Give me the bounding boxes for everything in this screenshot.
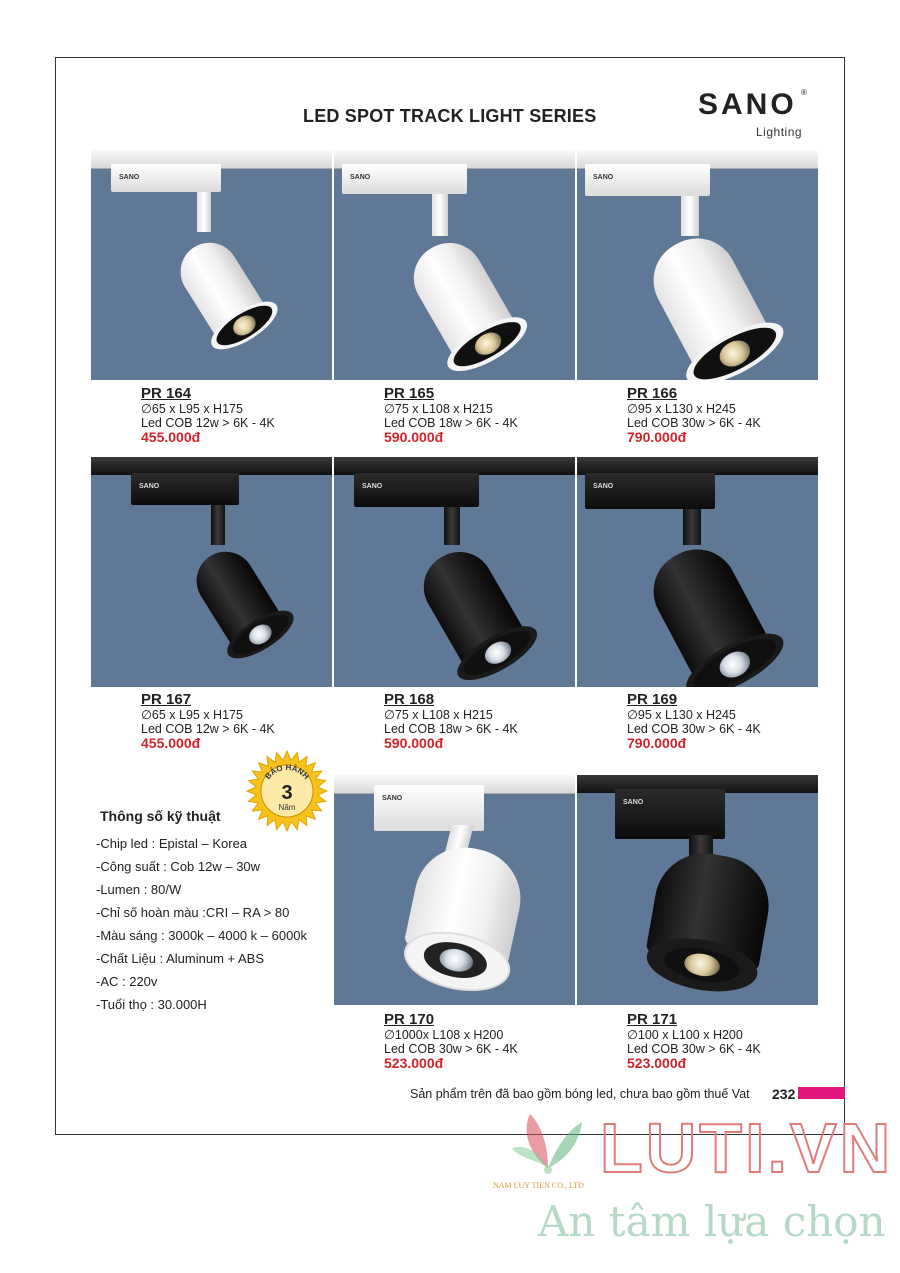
specs-title: Thông số kỹ thuật xyxy=(100,808,221,824)
product-caption-pr166 xyxy=(627,386,761,445)
product-dimensions: ∅100 x L100 x H200 xyxy=(627,1028,743,1042)
brand-logo xyxy=(698,88,818,139)
lamp-body xyxy=(389,501,575,687)
lamp-body xyxy=(615,185,818,380)
adapter-logo: SANO xyxy=(139,483,160,490)
product-caption-pr167 xyxy=(141,692,275,751)
product-caption-pr164 xyxy=(141,386,275,445)
page-number: 232 xyxy=(772,1086,796,1102)
track-adapter xyxy=(131,473,239,505)
brand-subtitle: Lighting xyxy=(756,125,803,139)
product-caption-pr165 xyxy=(384,386,518,445)
product-photo-pr165 xyxy=(334,150,575,380)
lamp-body xyxy=(635,841,789,1005)
product-model: PR 164 xyxy=(141,385,192,402)
product-photo-pr168 xyxy=(334,457,575,687)
product-dimensions: ∅65 x L95 x H175 xyxy=(141,402,243,416)
brand-name: SANO xyxy=(698,88,797,121)
spec-line: -Chỉ số hoàn màu :CRI – RA > 80 xyxy=(96,905,290,920)
product-price: 455.000đ xyxy=(141,735,201,751)
lamp-body xyxy=(149,195,323,366)
product-model: PR 165 xyxy=(384,385,435,402)
adapter-logo: SANO xyxy=(382,795,403,802)
product-price: 590.000đ xyxy=(384,735,444,751)
track-adapter xyxy=(585,164,710,196)
spec-line: -Công suất : Cob 12w – 30w xyxy=(96,859,261,874)
product-dimensions: ∅65 x L95 x H175 xyxy=(141,708,243,722)
technical-specs xyxy=(96,808,307,1016)
product-model: PR 167 xyxy=(141,691,192,708)
product-photo-pr167 xyxy=(91,457,332,687)
product-model: PR 171 xyxy=(627,1011,678,1028)
warranty-years: 3 xyxy=(281,782,293,804)
adapter-logo: SANO xyxy=(593,483,614,490)
page-accent-bar xyxy=(798,1087,845,1099)
product-photo-pr164 xyxy=(91,150,332,380)
warranty-unit: Năm xyxy=(278,803,296,812)
registered-mark: ® xyxy=(801,88,807,97)
product-price: 590.000đ xyxy=(384,429,444,445)
product-caption-pr168 xyxy=(384,692,518,751)
spec-line: -Chất Liệu : Aluminum + ABS xyxy=(96,951,265,966)
product-dimensions: ∅95 x L130 x H245 xyxy=(627,402,736,416)
track-adapter xyxy=(342,164,467,194)
spec-line: -Tuổi thọ : 30.000H xyxy=(96,997,207,1012)
spec-line: -AC : 220v xyxy=(96,974,158,989)
product-photo-pr170 xyxy=(334,775,575,1005)
lamp-body xyxy=(615,496,818,687)
adapter-logo: SANO xyxy=(119,174,140,181)
watermark-company: NAM LUY TIEN CO., LTD xyxy=(493,1181,584,1190)
lamp-body xyxy=(379,192,575,380)
adapter-logo: SANO xyxy=(593,174,614,181)
product-model: PR 170 xyxy=(384,1011,435,1028)
adapter-logo: SANO xyxy=(350,174,371,181)
product-led-spec: Led COB 18w > 6K - 4K xyxy=(384,722,518,736)
product-led-spec: Led COB 12w > 6K - 4K xyxy=(141,416,275,430)
product-led-spec: Led COB 30w > 6K - 4K xyxy=(384,1042,518,1056)
product-dimensions: ∅75 x L108 x H215 xyxy=(384,708,493,722)
product-caption-pr171 xyxy=(627,1012,761,1071)
product-price: 455.000đ xyxy=(141,429,201,445)
warranty-label: BẢO HÀNH xyxy=(263,762,311,782)
product-price: 523.000đ xyxy=(627,1055,687,1071)
watermark-slogan: An tâm lựa chọn xyxy=(538,1197,886,1246)
track-adapter xyxy=(354,473,479,507)
track-adapter xyxy=(111,164,221,192)
watermark-text: LUTI.VN xyxy=(600,1109,894,1187)
product-led-spec: Led COB 30w > 6K - 4K xyxy=(627,1042,761,1056)
product-dimensions: ∅75 x L108 x H215 xyxy=(384,402,493,416)
product-model: PR 169 xyxy=(627,691,678,708)
product-model: PR 168 xyxy=(384,691,435,708)
product-price: 790.000đ xyxy=(627,429,687,445)
track-adapter xyxy=(615,789,725,839)
product-price: 523.000đ xyxy=(384,1055,444,1071)
product-photo-pr166 xyxy=(577,150,818,380)
product-price: 790.000đ xyxy=(627,735,687,751)
track-adapter xyxy=(585,473,715,509)
spec-line: -Màu sáng : 3000k – 4000 k – 6000k xyxy=(96,928,308,943)
lamp-body xyxy=(390,833,548,1005)
product-photo-pr169 xyxy=(577,457,818,687)
product-led-spec: Led COB 30w > 6K - 4K xyxy=(627,722,761,736)
product-led-spec: Led COB 30w > 6K - 4K xyxy=(627,416,761,430)
product-model: PR 166 xyxy=(627,385,678,402)
product-caption-pr170 xyxy=(384,1012,518,1071)
footer-note: Sản phẩm trên đã bao gồm bóng led, chưa bao gồm thuế Vat xyxy=(410,1087,750,1101)
adapter-logo: SANO xyxy=(623,799,644,806)
page-title: LED SPOT TRACK LIGHT SERIES xyxy=(303,106,597,126)
spec-line: -Chip led : Epistal – Korea xyxy=(96,836,248,851)
product-caption-pr169 xyxy=(627,692,761,751)
product-dimensions: ∅1000x L108 x H200 xyxy=(384,1028,504,1042)
product-photo-pr171 xyxy=(577,775,818,1005)
product-led-spec: Led COB 18w > 6K - 4K xyxy=(384,416,518,430)
lamp-body xyxy=(165,504,332,675)
adapter-logo: SANO xyxy=(362,483,383,490)
spec-line: -Lumen : 80/W xyxy=(96,882,182,897)
product-dimensions: ∅95 x L130 x H245 xyxy=(627,708,736,722)
watermark-logo-icon xyxy=(508,1108,588,1178)
product-led-spec: Led COB 12w > 6K - 4K xyxy=(141,722,275,736)
